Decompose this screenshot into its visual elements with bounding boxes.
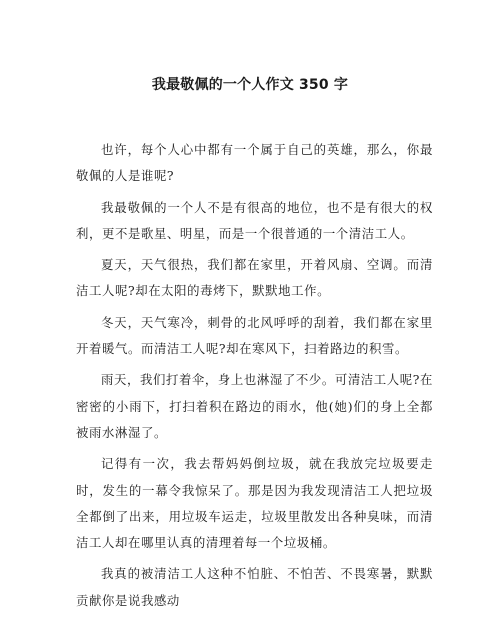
paragraph: 也许，每个人心中都有一个属于自己的英雄，那么，你最敬佩的人是谁呢? <box>76 142 433 184</box>
document-title: 我最敬佩的一个人作文 350 字 <box>151 77 349 93</box>
paragraph: 我最敬佩的一个人不是有很高的地位，也不是有很大的权利，更不是歌星、明星，而是一个很普通的一个清洁工人。 <box>76 199 433 241</box>
document-body <box>76 137 433 619</box>
paragraph: 我真的被清洁工人这种不怕脏、不怕苦、不畏寒暑，默默贡献你是说我感动 <box>76 566 433 608</box>
paragraph: 冬天，天气寒冷，刺骨的北风呼呼的刮着，我们都在家里开着暖气。而清洁工人呢?却在寒风下，扫着路边的积雪。 <box>76 314 433 357</box>
paragraph: 雨天，我们打着伞，身上也淋湿了不少。可清洁工人呢?在密密的小雨下，打扫着积在路边的雨水，他(她)们的身上全都被雨水淋湿了。 <box>76 372 434 440</box>
paragraph: 夏天，天气很热，我们都在家里，开着风扇、空调。而清洁工人呢?却在太阳的毒烤下，默默地工作。 <box>76 257 433 299</box>
paragraph: 记得有一次，我去帮妈妈倒垃圾，就在我放完垃圾要走时，发生的一幕令我惊呆了。那是因为我发现清洁工人把垃圾全都倒了出来，用垃圾车运走，垃圾里散发出各种臭味，而清洁工人却在哪里认真的清理着每一个垃圾桶。 <box>76 456 433 551</box>
